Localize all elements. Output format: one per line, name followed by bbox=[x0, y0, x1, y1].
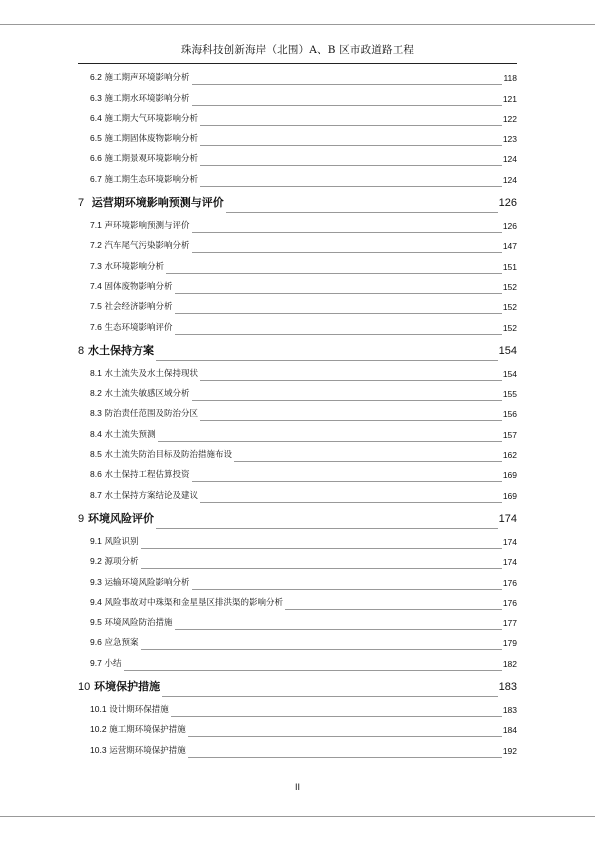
toc-entry-title-group bbox=[90, 740, 186, 761]
toc-entry-number: 7 bbox=[78, 196, 85, 209]
toc-dot-leader bbox=[192, 481, 502, 482]
toc-dot-leader bbox=[175, 629, 502, 630]
toc-entry-title-group bbox=[90, 256, 164, 277]
toc-section-entry[interactable] bbox=[78, 740, 517, 760]
toc-dot-leader bbox=[188, 736, 502, 737]
toc-entry-title: 生态环境影响评价 bbox=[104, 322, 173, 333]
toc-entry-number: 8.1 bbox=[90, 367, 102, 378]
toc-dot-leader bbox=[200, 125, 502, 126]
toc-page-number: 184 bbox=[502, 725, 517, 736]
toc-entry-title: 环境风险防治措施 bbox=[104, 618, 173, 629]
toc-section-entry[interactable] bbox=[78, 633, 517, 653]
toc-dot-leader bbox=[175, 313, 502, 314]
toc-entry-title-group bbox=[90, 699, 169, 720]
toc-entry-title-group bbox=[78, 338, 154, 364]
toc-entry-number: 6.2 bbox=[90, 72, 102, 83]
toc-entry-number: 7.4 bbox=[90, 280, 102, 291]
toc-entry-title-group bbox=[90, 88, 190, 109]
toc-entry-number: 8.4 bbox=[90, 428, 102, 439]
toc-entry-title-group bbox=[90, 592, 283, 613]
toc-entry-title-group bbox=[90, 67, 190, 88]
toc-entry-title-group bbox=[90, 551, 139, 572]
toc-entry-title: 水土流失及水土保持现状 bbox=[104, 368, 199, 379]
toc-section-entry[interactable] bbox=[78, 552, 517, 572]
toc-dot-leader bbox=[192, 232, 502, 233]
toc-entry-title: 设计期环保措施 bbox=[109, 705, 169, 716]
toc-section-entry[interactable] bbox=[78, 700, 517, 720]
toc-section-entry[interactable] bbox=[78, 277, 517, 297]
toc-entry-title: 运营期环境保护措施 bbox=[109, 745, 186, 756]
toc-entry-title-group bbox=[90, 444, 232, 465]
toc-section-entry[interactable] bbox=[78, 572, 517, 592]
toc-page-number: 124 bbox=[502, 154, 517, 165]
toc-entry-number: 8.2 bbox=[90, 388, 102, 399]
toc-page-number: 126 bbox=[498, 196, 517, 209]
toc-entry-title: 水土流失预测 bbox=[104, 429, 156, 440]
toc-dot-leader bbox=[158, 441, 502, 442]
toc-page-number: 118 bbox=[503, 73, 517, 84]
toc-page-number: 179 bbox=[502, 638, 517, 649]
toc-page-number: 176 bbox=[502, 597, 517, 608]
toc-entry-title: 水土流失敏感区域分析 bbox=[104, 389, 190, 400]
toc-page-number: 121 bbox=[502, 93, 517, 104]
toc-dot-leader bbox=[141, 548, 502, 549]
toc-dot-leader bbox=[234, 461, 502, 462]
toc-entry-number: 6.7 bbox=[90, 173, 102, 184]
toc-entry-number: 8.5 bbox=[90, 449, 102, 460]
toc-dot-leader bbox=[156, 360, 498, 361]
toc-page-number: 154 bbox=[502, 368, 517, 379]
toc-dot-leader bbox=[200, 380, 502, 381]
toc-entry-title: 防治责任范围及防治分区 bbox=[104, 409, 199, 420]
toc-dot-leader bbox=[285, 609, 502, 610]
toc-entry-number: 10.2 bbox=[90, 724, 107, 735]
toc-entry-title-group bbox=[90, 612, 173, 633]
toc-page-number: 177 bbox=[502, 618, 517, 629]
toc-entry-title-group bbox=[90, 148, 198, 169]
toc-entry-title: 施工期大气环境影响分析 bbox=[104, 113, 199, 124]
toc-section-entry[interactable] bbox=[78, 613, 517, 633]
toc-entry-title-group bbox=[90, 235, 190, 256]
toc-entry-title: 汽车尾气污染影响分析 bbox=[104, 241, 190, 252]
toc-entry-number: 10 bbox=[78, 680, 91, 693]
toc-section-entry[interactable] bbox=[78, 593, 517, 613]
toc-dot-leader bbox=[192, 589, 502, 590]
toc-entry-title: 水土保持方案 bbox=[87, 343, 154, 357]
toc-section-entry[interactable] bbox=[78, 532, 517, 552]
toc-entry-title-group bbox=[90, 719, 186, 740]
toc-page-number: 192 bbox=[502, 745, 517, 756]
toc-entry-number: 7.6 bbox=[90, 321, 102, 332]
toc-dot-leader bbox=[200, 145, 502, 146]
toc-entry-title-group bbox=[90, 363, 198, 384]
page-top-border bbox=[0, 24, 595, 25]
page-number: II bbox=[294, 782, 300, 792]
toc-section-entry[interactable] bbox=[78, 216, 517, 236]
toc-section-entry[interactable] bbox=[78, 384, 517, 404]
toc-entry-title-group bbox=[90, 215, 190, 236]
toc-dot-leader bbox=[166, 273, 502, 274]
toc-entry-title-group bbox=[90, 276, 173, 297]
toc-section-entry[interactable] bbox=[78, 169, 517, 189]
toc-entry-number: 6.3 bbox=[90, 92, 102, 103]
toc-entry-number: 6.6 bbox=[90, 153, 102, 164]
toc-entry-title-group bbox=[90, 572, 190, 593]
toc-entry-title: 水环境影响分析 bbox=[104, 261, 165, 272]
toc-entry-title-group bbox=[90, 128, 198, 149]
toc-entry-title: 施工期水环境影响分析 bbox=[104, 93, 190, 104]
toc-chapter-entry[interactable] bbox=[78, 506, 517, 532]
toc-entry-number: 7.2 bbox=[90, 240, 102, 251]
toc-dot-leader bbox=[200, 502, 502, 503]
toc-page-number: 152 bbox=[502, 302, 517, 313]
toc-dot-leader bbox=[200, 420, 502, 421]
toc-chapter-entry[interactable] bbox=[78, 338, 517, 364]
toc-section-entry[interactable] bbox=[78, 404, 517, 424]
toc-page-number: 147 bbox=[502, 241, 517, 252]
toc-entry-title-group bbox=[90, 653, 122, 674]
toc-page-number: 151 bbox=[502, 261, 517, 272]
toc-dot-leader bbox=[124, 670, 502, 671]
toc-page-number: 155 bbox=[502, 389, 517, 400]
toc-page-number: 156 bbox=[502, 409, 517, 420]
toc-entry-title: 施工期环境保护措施 bbox=[109, 725, 186, 736]
toc-entry-title-group bbox=[90, 531, 139, 552]
toc-entry-number: 9.7 bbox=[90, 657, 102, 668]
toc-dot-leader bbox=[162, 696, 498, 697]
toc-entry-number: 6.5 bbox=[90, 133, 102, 144]
toc-dot-leader bbox=[171, 716, 502, 717]
toc-entry-number: 9.4 bbox=[90, 596, 102, 607]
toc-entry-title: 运输环境风险影响分析 bbox=[104, 577, 190, 588]
toc-page-number: 124 bbox=[502, 174, 517, 185]
toc-dot-leader bbox=[141, 649, 502, 650]
toc-section-entry[interactable] bbox=[78, 256, 517, 276]
header-rule bbox=[78, 63, 517, 64]
toc-entry-title: 社会经济影响分析 bbox=[104, 302, 173, 313]
table-of-contents bbox=[78, 68, 517, 761]
toc-entry-title: 水土流失防治目标及防治措施布设 bbox=[104, 450, 233, 461]
toc-entry-title: 水土保持工程估算投资 bbox=[104, 470, 190, 481]
toc-entry-title-group bbox=[90, 108, 198, 129]
toc-page-number: 152 bbox=[502, 322, 517, 333]
toc-dot-leader bbox=[192, 84, 503, 85]
toc-entry-title-group bbox=[78, 506, 154, 532]
toc-page-number: 152 bbox=[502, 281, 517, 292]
toc-entry-title: 环境风险评价 bbox=[87, 511, 154, 525]
toc-dot-leader bbox=[200, 186, 502, 187]
toc-dot-leader bbox=[188, 757, 502, 758]
toc-entry-number: 10.1 bbox=[90, 704, 107, 715]
toc-entry-title-group bbox=[78, 674, 160, 700]
toc-entry-title: 施工期声环境影响分析 bbox=[104, 73, 190, 84]
toc-entry-number: 9.1 bbox=[90, 535, 102, 546]
toc-entry-title: 运营期环境影响预测与评价 bbox=[91, 195, 224, 209]
toc-entry-title-group bbox=[90, 317, 173, 338]
toc-entry-number: 9 bbox=[78, 512, 85, 525]
toc-page-number: 157 bbox=[502, 429, 517, 440]
toc-page-number: 176 bbox=[502, 577, 517, 588]
toc-page-number: 183 bbox=[498, 680, 517, 693]
toc-entry-title: 水土保持方案结论及建议 bbox=[104, 490, 199, 501]
toc-entry-title: 应急预案 bbox=[104, 638, 139, 649]
toc-dot-leader bbox=[156, 528, 498, 529]
toc-dot-leader bbox=[141, 568, 502, 569]
toc-entry-title-group bbox=[90, 403, 198, 424]
toc-entry-title-group bbox=[90, 169, 198, 190]
toc-entry-title: 源项分析 bbox=[104, 557, 139, 568]
toc-entry-number: 8.7 bbox=[90, 489, 102, 500]
toc-page-number: 174 bbox=[502, 536, 517, 547]
toc-dot-leader bbox=[192, 105, 502, 106]
toc-page-number: 174 bbox=[498, 512, 517, 525]
toc-entry-title: 小结 bbox=[104, 658, 122, 669]
toc-page-number: 122 bbox=[502, 113, 517, 124]
toc-entry-title: 声环境影响预测与评价 bbox=[104, 221, 190, 232]
toc-entry-number: 7.5 bbox=[90, 301, 102, 312]
toc-page-number: 123 bbox=[502, 134, 517, 145]
toc-page-number: 174 bbox=[502, 557, 517, 568]
toc-entry-number: 8.6 bbox=[90, 469, 102, 480]
toc-section-entry[interactable] bbox=[78, 465, 517, 485]
toc-dot-leader bbox=[200, 165, 502, 166]
toc-page-number: 169 bbox=[502, 490, 517, 501]
toc-section-entry[interactable] bbox=[78, 364, 517, 384]
toc-entry-title: 施工期固体废物影响分析 bbox=[104, 134, 199, 145]
toc-section-entry[interactable] bbox=[78, 297, 517, 317]
page-header-title: 珠海科技创新海岸（北围）A、B 区市政道路工程 bbox=[180, 44, 415, 56]
toc-entry-number: 9.6 bbox=[90, 637, 102, 648]
toc-entry-title-group bbox=[90, 383, 190, 404]
toc-entry-title-group bbox=[90, 485, 198, 506]
toc-section-entry[interactable] bbox=[78, 109, 517, 129]
toc-entry-title: 风险识别 bbox=[104, 536, 139, 547]
toc-dot-leader bbox=[192, 252, 502, 253]
toc-dot-leader bbox=[175, 293, 502, 294]
toc-entry-title: 施工期生态环境影响分析 bbox=[104, 174, 199, 185]
toc-page-number: 126 bbox=[502, 221, 517, 232]
toc-page-number: 154 bbox=[498, 344, 517, 357]
toc-entry-number: 6.4 bbox=[90, 112, 102, 123]
toc-chapter-entry[interactable] bbox=[78, 674, 517, 700]
toc-entry-title-group bbox=[90, 632, 139, 653]
toc-entry-title-group bbox=[78, 190, 224, 216]
toc-page-number: 162 bbox=[502, 450, 517, 461]
toc-dot-leader bbox=[192, 400, 502, 401]
toc-chapter-entry[interactable] bbox=[78, 190, 517, 216]
page-bottom-border bbox=[0, 816, 595, 817]
toc-section-entry[interactable] bbox=[78, 653, 517, 673]
toc-entry-title-group bbox=[90, 464, 190, 485]
toc-section-entry[interactable] bbox=[78, 129, 517, 149]
toc-entry-title: 施工期景观环境影响分析 bbox=[104, 154, 199, 165]
toc-dot-leader bbox=[175, 334, 502, 335]
toc-dot-leader bbox=[226, 212, 498, 213]
toc-section-entry[interactable] bbox=[78, 236, 517, 256]
toc-section-entry[interactable] bbox=[78, 720, 517, 740]
toc-section-entry[interactable] bbox=[78, 485, 517, 505]
toc-entry-number: 9.5 bbox=[90, 617, 102, 628]
toc-entry-number: 8.3 bbox=[90, 408, 102, 419]
toc-entry-number: 9.2 bbox=[90, 556, 102, 567]
toc-entry-number: 10.3 bbox=[90, 744, 107, 755]
toc-section-entry[interactable] bbox=[78, 445, 517, 465]
toc-entry-title-group bbox=[90, 296, 173, 317]
toc-entry-title: 风险事故对中珠渠和金星垦区排洪渠的影响分析 bbox=[104, 597, 284, 608]
toc-page-number: 182 bbox=[502, 658, 517, 669]
toc-section-entry[interactable] bbox=[78, 317, 517, 337]
toc-section-entry[interactable] bbox=[78, 68, 517, 88]
toc-entry-number: 9.3 bbox=[90, 576, 102, 587]
toc-entry-title-group bbox=[90, 424, 156, 445]
toc-entry-number: 7.3 bbox=[90, 260, 102, 271]
toc-page-number: 183 bbox=[502, 705, 517, 716]
toc-entry-number: 8 bbox=[78, 344, 85, 357]
toc-entry-title: 固体废物影响分析 bbox=[104, 281, 173, 292]
toc-entry-number: 7.1 bbox=[90, 220, 102, 231]
toc-entry-title: 环境保护措施 bbox=[94, 679, 161, 693]
toc-section-entry[interactable] bbox=[78, 88, 517, 108]
toc-page-number: 169 bbox=[502, 470, 517, 481]
toc-section-entry[interactable] bbox=[78, 149, 517, 169]
toc-section-entry[interactable] bbox=[78, 424, 517, 444]
